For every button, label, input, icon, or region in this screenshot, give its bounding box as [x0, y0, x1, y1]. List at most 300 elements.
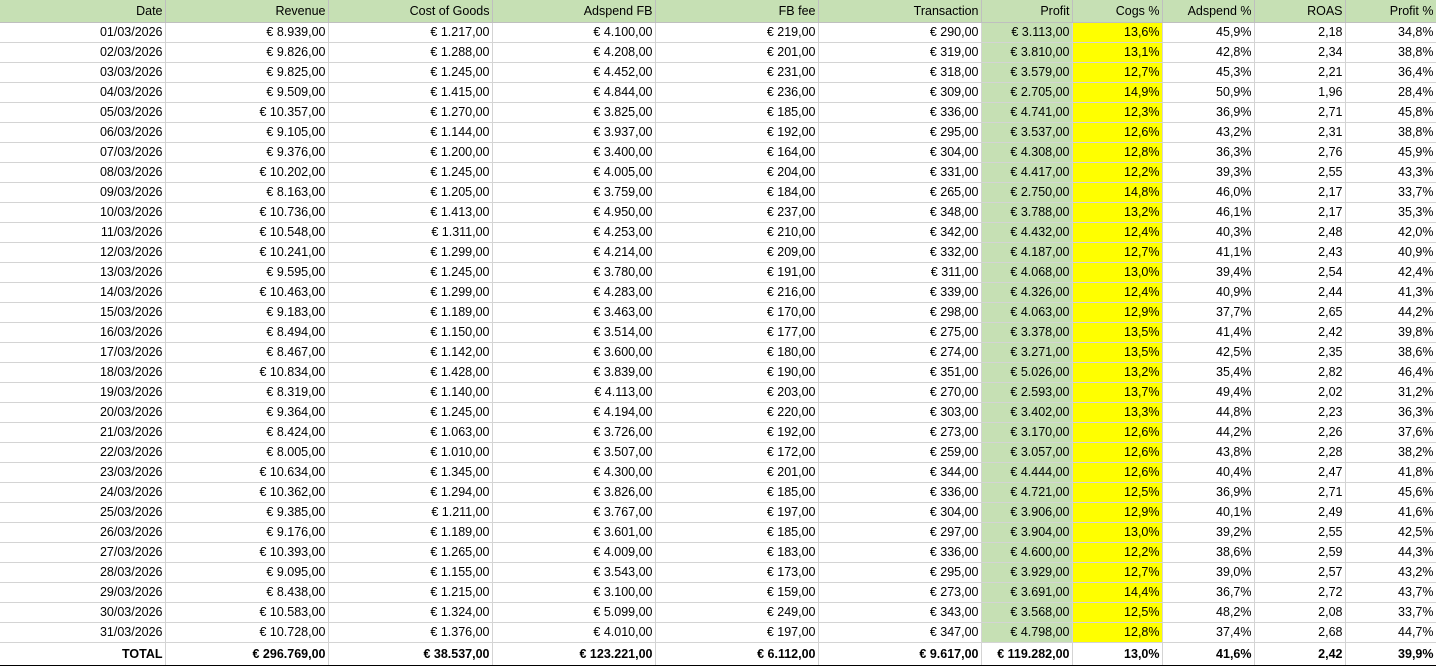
- cell-profit-pct[interactable]: 40,9%: [1345, 243, 1436, 263]
- cell-transaction[interactable]: € 275,00: [818, 323, 981, 343]
- cell-cogs-pct[interactable]: 12,9%: [1072, 303, 1162, 323]
- cell-date[interactable]: 25/03/2026: [0, 503, 165, 523]
- cell-roas[interactable]: 2,76: [1254, 143, 1345, 163]
- cell-date[interactable]: 11/03/2026: [0, 223, 165, 243]
- cell-revenue[interactable]: € 8.163,00: [165, 183, 328, 203]
- cell-adspend-fb[interactable]: € 4.844,00: [492, 83, 655, 103]
- cell-revenue[interactable]: € 9.376,00: [165, 143, 328, 163]
- cell-revenue[interactable]: € 9.105,00: [165, 123, 328, 143]
- cell-roas[interactable]: 2,44: [1254, 283, 1345, 303]
- cell-transaction[interactable]: € 319,00: [818, 43, 981, 63]
- cell-cogs-pct[interactable]: 13,0%: [1072, 523, 1162, 543]
- column-header-profit[interactable]: Profit: [981, 0, 1072, 23]
- cell-profit-pct[interactable]: 41,6%: [1345, 503, 1436, 523]
- cell-adspend-pct[interactable]: 37,7%: [1162, 303, 1254, 323]
- cell-roas[interactable]: 2,55: [1254, 163, 1345, 183]
- cell-profit[interactable]: € 3.788,00: [981, 203, 1072, 223]
- cell-adspend-pct[interactable]: 39,4%: [1162, 263, 1254, 283]
- cell-cost-of-goods[interactable]: € 1.200,00: [328, 143, 492, 163]
- cell-profit[interactable]: € 3.537,00: [981, 123, 1072, 143]
- cell-adspend-fb[interactable]: € 3.759,00: [492, 183, 655, 203]
- cell-cogs-pct[interactable]: 12,2%: [1072, 163, 1162, 183]
- cell-roas[interactable]: 1,96: [1254, 83, 1345, 103]
- cell-transaction[interactable]: € 348,00: [818, 203, 981, 223]
- cell-cost-of-goods[interactable]: € 1.211,00: [328, 503, 492, 523]
- cell-adspend-pct[interactable]: 45,9%: [1162, 23, 1254, 43]
- cell-date[interactable]: 30/03/2026: [0, 603, 165, 623]
- cell-roas[interactable]: 2,34: [1254, 43, 1345, 63]
- cell-fb-fee[interactable]: € 191,00: [655, 263, 818, 283]
- cell-adspend-fb[interactable]: € 4.005,00: [492, 163, 655, 183]
- cell-cost-of-goods[interactable]: € 1.150,00: [328, 323, 492, 343]
- cell-fb-fee[interactable]: € 192,00: [655, 423, 818, 443]
- cell-transaction[interactable]: € 339,00: [818, 283, 981, 303]
- column-header-cogs-pct[interactable]: Cogs %: [1072, 0, 1162, 23]
- total-fb-fee[interactable]: € 6.112,00: [655, 643, 818, 666]
- cell-profit[interactable]: € 4.187,00: [981, 243, 1072, 263]
- cell-cost-of-goods[interactable]: € 1.155,00: [328, 563, 492, 583]
- cell-date[interactable]: 14/03/2026: [0, 283, 165, 303]
- cell-date[interactable]: 22/03/2026: [0, 443, 165, 463]
- cell-date[interactable]: 13/03/2026: [0, 263, 165, 283]
- cell-profit-pct[interactable]: 31,2%: [1345, 383, 1436, 403]
- cell-date[interactable]: 08/03/2026: [0, 163, 165, 183]
- cell-cost-of-goods[interactable]: € 1.217,00: [328, 23, 492, 43]
- cell-adspend-fb[interactable]: € 3.600,00: [492, 343, 655, 363]
- cell-adspend-fb[interactable]: € 3.543,00: [492, 563, 655, 583]
- cell-roas[interactable]: 2,02: [1254, 383, 1345, 403]
- cell-date[interactable]: 26/03/2026: [0, 523, 165, 543]
- cell-adspend-fb[interactable]: € 3.825,00: [492, 103, 655, 123]
- cell-profit-pct[interactable]: 43,2%: [1345, 563, 1436, 583]
- cell-adspend-fb[interactable]: € 4.452,00: [492, 63, 655, 83]
- cell-fb-fee[interactable]: € 185,00: [655, 103, 818, 123]
- cell-cost-of-goods[interactable]: € 1.245,00: [328, 163, 492, 183]
- cell-revenue[interactable]: € 9.364,00: [165, 403, 328, 423]
- cell-roas[interactable]: 2,68: [1254, 623, 1345, 643]
- cell-cogs-pct[interactable]: 12,8%: [1072, 143, 1162, 163]
- cell-adspend-pct[interactable]: 46,1%: [1162, 203, 1254, 223]
- cell-revenue[interactable]: € 8.438,00: [165, 583, 328, 603]
- cell-revenue[interactable]: € 9.385,00: [165, 503, 328, 523]
- cell-profit-pct[interactable]: 44,7%: [1345, 623, 1436, 643]
- cell-fb-fee[interactable]: € 185,00: [655, 483, 818, 503]
- cell-adspend-pct[interactable]: 46,0%: [1162, 183, 1254, 203]
- cell-cogs-pct[interactable]: 14,4%: [1072, 583, 1162, 603]
- cell-profit[interactable]: € 4.417,00: [981, 163, 1072, 183]
- cell-revenue[interactable]: € 9.825,00: [165, 63, 328, 83]
- cell-profit[interactable]: € 4.326,00: [981, 283, 1072, 303]
- cell-profit-pct[interactable]: 33,7%: [1345, 183, 1436, 203]
- cell-adspend-pct[interactable]: 43,8%: [1162, 443, 1254, 463]
- cell-adspend-pct[interactable]: 44,8%: [1162, 403, 1254, 423]
- cell-roas[interactable]: 2,59: [1254, 543, 1345, 563]
- cell-cogs-pct[interactable]: 13,5%: [1072, 343, 1162, 363]
- column-header-transaction[interactable]: Transaction: [818, 0, 981, 23]
- cell-profit-pct[interactable]: 38,2%: [1345, 443, 1436, 463]
- cell-cost-of-goods[interactable]: € 1.376,00: [328, 623, 492, 643]
- cell-revenue[interactable]: € 8.494,00: [165, 323, 328, 343]
- cell-cogs-pct[interactable]: 12,5%: [1072, 483, 1162, 503]
- cell-profit[interactable]: € 4.741,00: [981, 103, 1072, 123]
- cell-roas[interactable]: 2,65: [1254, 303, 1345, 323]
- cell-roas[interactable]: 2,17: [1254, 203, 1345, 223]
- cell-profit[interactable]: € 4.308,00: [981, 143, 1072, 163]
- cell-fb-fee[interactable]: € 201,00: [655, 463, 818, 483]
- total-adspend-pct[interactable]: 41,6%: [1162, 643, 1254, 666]
- cell-fb-fee[interactable]: € 173,00: [655, 563, 818, 583]
- cell-transaction[interactable]: € 273,00: [818, 423, 981, 443]
- cell-revenue[interactable]: € 10.357,00: [165, 103, 328, 123]
- cell-adspend-pct[interactable]: 39,2%: [1162, 523, 1254, 543]
- cell-date[interactable]: 20/03/2026: [0, 403, 165, 423]
- cell-date[interactable]: 01/03/2026: [0, 23, 165, 43]
- column-header-revenue[interactable]: Revenue: [165, 0, 328, 23]
- cell-adspend-fb[interactable]: € 3.463,00: [492, 303, 655, 323]
- cell-cost-of-goods[interactable]: € 1.299,00: [328, 243, 492, 263]
- cell-cogs-pct[interactable]: 12,4%: [1072, 283, 1162, 303]
- cell-profit-pct[interactable]: 38,6%: [1345, 343, 1436, 363]
- cell-transaction[interactable]: € 342,00: [818, 223, 981, 243]
- cell-cogs-pct[interactable]: 13,2%: [1072, 203, 1162, 223]
- cell-profit[interactable]: € 3.810,00: [981, 43, 1072, 63]
- cell-revenue[interactable]: € 9.183,00: [165, 303, 328, 323]
- column-header-adspend-pct[interactable]: Adspend %: [1162, 0, 1254, 23]
- cell-adspend-pct[interactable]: 41,1%: [1162, 243, 1254, 263]
- cell-fb-fee[interactable]: € 210,00: [655, 223, 818, 243]
- cell-profit[interactable]: € 4.721,00: [981, 483, 1072, 503]
- cell-cost-of-goods[interactable]: € 1.010,00: [328, 443, 492, 463]
- cell-fb-fee[interactable]: € 249,00: [655, 603, 818, 623]
- cell-roas[interactable]: 2,26: [1254, 423, 1345, 443]
- cell-cost-of-goods[interactable]: € 1.140,00: [328, 383, 492, 403]
- cell-profit[interactable]: € 4.600,00: [981, 543, 1072, 563]
- cell-fb-fee[interactable]: € 209,00: [655, 243, 818, 263]
- cell-adspend-pct[interactable]: 50,9%: [1162, 83, 1254, 103]
- cell-cogs-pct[interactable]: 12,9%: [1072, 503, 1162, 523]
- cell-roas[interactable]: 2,72: [1254, 583, 1345, 603]
- cell-adspend-fb[interactable]: € 3.100,00: [492, 583, 655, 603]
- cell-transaction[interactable]: € 351,00: [818, 363, 981, 383]
- cell-cogs-pct[interactable]: 12,8%: [1072, 623, 1162, 643]
- cell-fb-fee[interactable]: € 177,00: [655, 323, 818, 343]
- cell-profit[interactable]: € 5.026,00: [981, 363, 1072, 383]
- cell-profit-pct[interactable]: 43,7%: [1345, 583, 1436, 603]
- cell-roas[interactable]: 2,31: [1254, 123, 1345, 143]
- cell-transaction[interactable]: € 298,00: [818, 303, 981, 323]
- cell-adspend-pct[interactable]: 45,3%: [1162, 63, 1254, 83]
- cell-cost-of-goods[interactable]: € 1.270,00: [328, 103, 492, 123]
- cell-adspend-fb[interactable]: € 4.009,00: [492, 543, 655, 563]
- cell-fb-fee[interactable]: € 197,00: [655, 623, 818, 643]
- cell-adspend-pct[interactable]: 38,6%: [1162, 543, 1254, 563]
- cell-revenue[interactable]: € 8.424,00: [165, 423, 328, 443]
- cell-profit[interactable]: € 2.593,00: [981, 383, 1072, 403]
- cell-profit-pct[interactable]: 44,2%: [1345, 303, 1436, 323]
- cell-date[interactable]: 17/03/2026: [0, 343, 165, 363]
- cell-profit[interactable]: € 3.378,00: [981, 323, 1072, 343]
- cell-cogs-pct[interactable]: 12,7%: [1072, 563, 1162, 583]
- cell-adspend-fb[interactable]: € 3.726,00: [492, 423, 655, 443]
- cell-cogs-pct[interactable]: 13,3%: [1072, 403, 1162, 423]
- total-adspend-fb[interactable]: € 123.221,00: [492, 643, 655, 666]
- cell-revenue[interactable]: € 9.095,00: [165, 563, 328, 583]
- cell-transaction[interactable]: € 290,00: [818, 23, 981, 43]
- cell-cost-of-goods[interactable]: € 1.215,00: [328, 583, 492, 603]
- cell-cost-of-goods[interactable]: € 1.245,00: [328, 403, 492, 423]
- cell-transaction[interactable]: € 304,00: [818, 503, 981, 523]
- cell-adspend-fb[interactable]: € 4.214,00: [492, 243, 655, 263]
- cell-cost-of-goods[interactable]: € 1.294,00: [328, 483, 492, 503]
- cell-cost-of-goods[interactable]: € 1.265,00: [328, 543, 492, 563]
- cell-revenue[interactable]: € 10.728,00: [165, 623, 328, 643]
- cell-profit-pct[interactable]: 45,8%: [1345, 103, 1436, 123]
- cell-revenue[interactable]: € 8.005,00: [165, 443, 328, 463]
- cell-date[interactable]: 18/03/2026: [0, 363, 165, 383]
- column-header-roas[interactable]: ROAS: [1254, 0, 1345, 23]
- cell-revenue[interactable]: € 10.583,00: [165, 603, 328, 623]
- cell-date[interactable]: 02/03/2026: [0, 43, 165, 63]
- cell-roas[interactable]: 2,18: [1254, 23, 1345, 43]
- cell-profit[interactable]: € 3.691,00: [981, 583, 1072, 603]
- cell-adspend-fb[interactable]: € 4.950,00: [492, 203, 655, 223]
- cell-cost-of-goods[interactable]: € 1.311,00: [328, 223, 492, 243]
- cell-transaction[interactable]: € 259,00: [818, 443, 981, 463]
- cell-transaction[interactable]: € 297,00: [818, 523, 981, 543]
- cell-fb-fee[interactable]: € 192,00: [655, 123, 818, 143]
- cell-adspend-pct[interactable]: 35,4%: [1162, 363, 1254, 383]
- cell-adspend-pct[interactable]: 36,7%: [1162, 583, 1254, 603]
- cell-transaction[interactable]: € 270,00: [818, 383, 981, 403]
- cell-fb-fee[interactable]: € 190,00: [655, 363, 818, 383]
- total-transaction[interactable]: € 9.617,00: [818, 643, 981, 666]
- cell-adspend-fb[interactable]: € 3.826,00: [492, 483, 655, 503]
- cell-adspend-fb[interactable]: € 4.010,00: [492, 623, 655, 643]
- cell-transaction[interactable]: € 336,00: [818, 483, 981, 503]
- cell-revenue[interactable]: € 10.202,00: [165, 163, 328, 183]
- cell-transaction[interactable]: € 274,00: [818, 343, 981, 363]
- cell-adspend-pct[interactable]: 39,3%: [1162, 163, 1254, 183]
- cell-fb-fee[interactable]: € 180,00: [655, 343, 818, 363]
- cell-fb-fee[interactable]: € 183,00: [655, 543, 818, 563]
- total-cost-of-goods[interactable]: € 38.537,00: [328, 643, 492, 666]
- cell-profit-pct[interactable]: 34,8%: [1345, 23, 1436, 43]
- cell-adspend-pct[interactable]: 39,0%: [1162, 563, 1254, 583]
- total-date[interactable]: TOTAL: [0, 643, 165, 666]
- cell-adspend-fb[interactable]: € 4.100,00: [492, 23, 655, 43]
- cell-roas[interactable]: 2,54: [1254, 263, 1345, 283]
- cell-revenue[interactable]: € 8.467,00: [165, 343, 328, 363]
- cell-transaction[interactable]: € 309,00: [818, 83, 981, 103]
- cell-transaction[interactable]: € 304,00: [818, 143, 981, 163]
- cell-date[interactable]: 12/03/2026: [0, 243, 165, 263]
- cell-roas[interactable]: 2,28: [1254, 443, 1345, 463]
- cell-cost-of-goods[interactable]: € 1.415,00: [328, 83, 492, 103]
- column-header-fb-fee[interactable]: FB fee: [655, 0, 818, 23]
- cell-roas[interactable]: 2,71: [1254, 483, 1345, 503]
- cell-cogs-pct[interactable]: 12,7%: [1072, 243, 1162, 263]
- cell-fb-fee[interactable]: € 236,00: [655, 83, 818, 103]
- cell-revenue[interactable]: € 9.595,00: [165, 263, 328, 283]
- cell-revenue[interactable]: € 10.548,00: [165, 223, 328, 243]
- cell-roas[interactable]: 2,47: [1254, 463, 1345, 483]
- cell-profit[interactable]: € 4.798,00: [981, 623, 1072, 643]
- cell-cogs-pct[interactable]: 13,5%: [1072, 323, 1162, 343]
- cell-transaction[interactable]: € 311,00: [818, 263, 981, 283]
- cell-cost-of-goods[interactable]: € 1.189,00: [328, 303, 492, 323]
- cell-roas[interactable]: 2,43: [1254, 243, 1345, 263]
- cell-revenue[interactable]: € 9.826,00: [165, 43, 328, 63]
- cell-fb-fee[interactable]: € 204,00: [655, 163, 818, 183]
- cell-profit-pct[interactable]: 33,7%: [1345, 603, 1436, 623]
- cell-fb-fee[interactable]: € 197,00: [655, 503, 818, 523]
- cell-fb-fee[interactable]: € 170,00: [655, 303, 818, 323]
- cell-cogs-pct[interactable]: 13,1%: [1072, 43, 1162, 63]
- cell-profit[interactable]: € 3.568,00: [981, 603, 1072, 623]
- cell-cogs-pct[interactable]: 13,0%: [1072, 263, 1162, 283]
- cell-date[interactable]: 28/03/2026: [0, 563, 165, 583]
- cell-cost-of-goods[interactable]: € 1.189,00: [328, 523, 492, 543]
- cell-transaction[interactable]: € 318,00: [818, 63, 981, 83]
- cell-roas[interactable]: 2,71: [1254, 103, 1345, 123]
- cell-roas[interactable]: 2,57: [1254, 563, 1345, 583]
- cell-profit[interactable]: € 4.063,00: [981, 303, 1072, 323]
- cell-profit[interactable]: € 3.402,00: [981, 403, 1072, 423]
- cell-fb-fee[interactable]: € 201,00: [655, 43, 818, 63]
- cell-roas[interactable]: 2,17: [1254, 183, 1345, 203]
- cell-adspend-pct[interactable]: 44,2%: [1162, 423, 1254, 443]
- cell-adspend-pct[interactable]: 40,3%: [1162, 223, 1254, 243]
- cell-fb-fee[interactable]: € 216,00: [655, 283, 818, 303]
- cell-transaction[interactable]: € 265,00: [818, 183, 981, 203]
- cell-adspend-fb[interactable]: € 4.300,00: [492, 463, 655, 483]
- cell-date[interactable]: 09/03/2026: [0, 183, 165, 203]
- cell-profit-pct[interactable]: 41,8%: [1345, 463, 1436, 483]
- cell-adspend-pct[interactable]: 43,2%: [1162, 123, 1254, 143]
- cell-transaction[interactable]: € 336,00: [818, 543, 981, 563]
- cell-adspend-fb[interactable]: € 4.208,00: [492, 43, 655, 63]
- cell-revenue[interactable]: € 10.634,00: [165, 463, 328, 483]
- cell-revenue[interactable]: € 9.176,00: [165, 523, 328, 543]
- cell-cost-of-goods[interactable]: € 1.245,00: [328, 63, 492, 83]
- cell-adspend-pct[interactable]: 40,4%: [1162, 463, 1254, 483]
- cell-date[interactable]: 29/03/2026: [0, 583, 165, 603]
- cell-date[interactable]: 06/03/2026: [0, 123, 165, 143]
- cell-fb-fee[interactable]: € 172,00: [655, 443, 818, 463]
- cell-fb-fee[interactable]: € 184,00: [655, 183, 818, 203]
- cell-date[interactable]: 10/03/2026: [0, 203, 165, 223]
- cell-roas[interactable]: 2,42: [1254, 323, 1345, 343]
- column-header-cost-of-goods[interactable]: Cost of Goods: [328, 0, 492, 23]
- cell-adspend-pct[interactable]: 36,3%: [1162, 143, 1254, 163]
- cell-profit[interactable]: € 3.579,00: [981, 63, 1072, 83]
- cell-roas[interactable]: 2,21: [1254, 63, 1345, 83]
- cell-fb-fee[interactable]: € 203,00: [655, 383, 818, 403]
- cell-cogs-pct[interactable]: 12,7%: [1072, 63, 1162, 83]
- cell-adspend-fb[interactable]: € 3.780,00: [492, 263, 655, 283]
- cell-profit[interactable]: € 4.432,00: [981, 223, 1072, 243]
- cell-profit-pct[interactable]: 43,3%: [1345, 163, 1436, 183]
- cell-adspend-fb[interactable]: € 3.400,00: [492, 143, 655, 163]
- cell-cost-of-goods[interactable]: € 1.144,00: [328, 123, 492, 143]
- cell-adspend-pct[interactable]: 49,4%: [1162, 383, 1254, 403]
- cell-date[interactable]: 03/03/2026: [0, 63, 165, 83]
- cell-profit-pct[interactable]: 44,3%: [1345, 543, 1436, 563]
- cell-roas[interactable]: 2,08: [1254, 603, 1345, 623]
- cell-cogs-pct[interactable]: 13,6%: [1072, 23, 1162, 43]
- cell-adspend-fb[interactable]: € 3.839,00: [492, 363, 655, 383]
- cell-transaction[interactable]: € 303,00: [818, 403, 981, 423]
- cell-profit-pct[interactable]: 35,3%: [1345, 203, 1436, 223]
- cell-roas[interactable]: 2,82: [1254, 363, 1345, 383]
- cell-adspend-pct[interactable]: 36,9%: [1162, 483, 1254, 503]
- cell-revenue[interactable]: € 8.319,00: [165, 383, 328, 403]
- cell-adspend-fb[interactable]: € 5.099,00: [492, 603, 655, 623]
- cell-revenue[interactable]: € 10.834,00: [165, 363, 328, 383]
- cell-profit[interactable]: € 3.271,00: [981, 343, 1072, 363]
- cell-cost-of-goods[interactable]: € 1.428,00: [328, 363, 492, 383]
- cell-profit-pct[interactable]: 41,3%: [1345, 283, 1436, 303]
- cell-profit-pct[interactable]: 28,4%: [1345, 83, 1436, 103]
- cell-profit-pct[interactable]: 45,9%: [1345, 143, 1436, 163]
- cell-fb-fee[interactable]: € 231,00: [655, 63, 818, 83]
- cell-profit-pct[interactable]: 36,3%: [1345, 403, 1436, 423]
- cell-cost-of-goods[interactable]: € 1.299,00: [328, 283, 492, 303]
- cell-profit[interactable]: € 3.113,00: [981, 23, 1072, 43]
- cell-transaction[interactable]: € 295,00: [818, 123, 981, 143]
- cell-adspend-pct[interactable]: 42,5%: [1162, 343, 1254, 363]
- cell-profit[interactable]: € 3.929,00: [981, 563, 1072, 583]
- cell-adspend-fb[interactable]: € 4.194,00: [492, 403, 655, 423]
- cell-adspend-fb[interactable]: € 3.514,00: [492, 323, 655, 343]
- cell-cogs-pct[interactable]: 12,5%: [1072, 603, 1162, 623]
- cell-adspend-fb[interactable]: € 4.253,00: [492, 223, 655, 243]
- cell-profit[interactable]: € 2.705,00: [981, 83, 1072, 103]
- total-revenue[interactable]: € 296.769,00: [165, 643, 328, 666]
- cell-fb-fee[interactable]: € 159,00: [655, 583, 818, 603]
- cell-profit-pct[interactable]: 42,4%: [1345, 263, 1436, 283]
- cell-date[interactable]: 24/03/2026: [0, 483, 165, 503]
- cell-fb-fee[interactable]: € 220,00: [655, 403, 818, 423]
- cell-profit[interactable]: € 3.906,00: [981, 503, 1072, 523]
- cell-revenue[interactable]: € 9.509,00: [165, 83, 328, 103]
- cell-cogs-pct[interactable]: 12,4%: [1072, 223, 1162, 243]
- cell-date[interactable]: 07/03/2026: [0, 143, 165, 163]
- column-header-date[interactable]: Date: [0, 0, 165, 23]
- cell-date[interactable]: 05/03/2026: [0, 103, 165, 123]
- cell-revenue[interactable]: € 8.939,00: [165, 23, 328, 43]
- cell-adspend-pct[interactable]: 42,8%: [1162, 43, 1254, 63]
- cell-transaction[interactable]: € 343,00: [818, 603, 981, 623]
- cell-adspend-pct[interactable]: 37,4%: [1162, 623, 1254, 643]
- cell-profit-pct[interactable]: 46,4%: [1345, 363, 1436, 383]
- cell-adspend-pct[interactable]: 41,4%: [1162, 323, 1254, 343]
- total-profit-pct[interactable]: 39,9%: [1345, 643, 1436, 666]
- cell-profit[interactable]: € 3.057,00: [981, 443, 1072, 463]
- cell-revenue[interactable]: € 10.736,00: [165, 203, 328, 223]
- cell-adspend-pct[interactable]: 40,9%: [1162, 283, 1254, 303]
- cell-transaction[interactable]: € 332,00: [818, 243, 981, 263]
- cell-revenue[interactable]: € 10.463,00: [165, 283, 328, 303]
- cell-profit-pct[interactable]: 37,6%: [1345, 423, 1436, 443]
- cell-transaction[interactable]: € 273,00: [818, 583, 981, 603]
- cell-adspend-fb[interactable]: € 4.113,00: [492, 383, 655, 403]
- cell-cost-of-goods[interactable]: € 1.413,00: [328, 203, 492, 223]
- cell-cost-of-goods[interactable]: € 1.205,00: [328, 183, 492, 203]
- cell-cost-of-goods[interactable]: € 1.245,00: [328, 263, 492, 283]
- cell-adspend-fb[interactable]: € 3.767,00: [492, 503, 655, 523]
- cell-adspend-fb[interactable]: € 3.937,00: [492, 123, 655, 143]
